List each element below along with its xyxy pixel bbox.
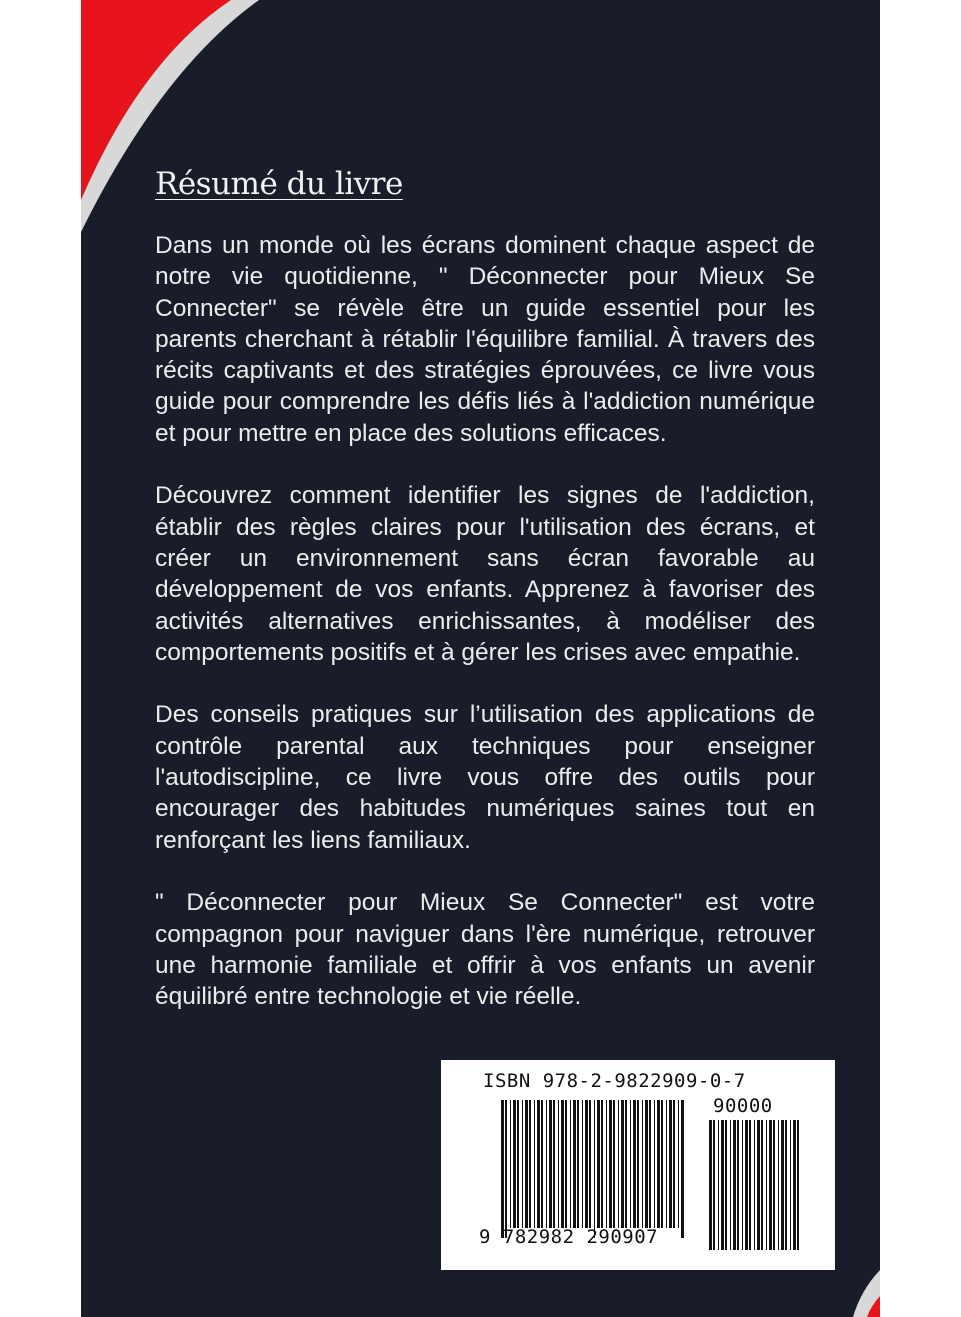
barcode-bar [585, 1100, 588, 1228]
barcode-bar [725, 1120, 727, 1250]
barcode-bar [541, 1100, 543, 1228]
barcode-bar [534, 1100, 535, 1228]
barcode-bar [757, 1120, 760, 1250]
barcode-bar [678, 1100, 679, 1228]
barcode-bar [769, 1120, 772, 1250]
barcode-bar [781, 1120, 784, 1250]
barcode-bar [606, 1100, 607, 1228]
barcode-bar [790, 1120, 791, 1250]
barcode-bar [745, 1120, 748, 1250]
price-addon-label: 90000 [713, 1095, 773, 1117]
barcode-bar [577, 1100, 579, 1228]
barcode-bar [749, 1120, 751, 1250]
barcode-bar [669, 1100, 672, 1228]
barcode-bar [597, 1100, 600, 1228]
barcode-bar [721, 1120, 724, 1250]
barcode-bar [501, 1100, 504, 1238]
barcode-bar [785, 1120, 787, 1250]
barcode-bar [797, 1120, 799, 1250]
barcode-bar [649, 1100, 651, 1228]
barcode-bar [589, 1100, 591, 1228]
barcode-bar [609, 1100, 612, 1228]
barcode-bar [565, 1100, 567, 1228]
barcode-bar [522, 1100, 523, 1228]
barcode-bar [558, 1100, 559, 1228]
barcode-bar [718, 1120, 719, 1250]
barcode-bar [754, 1120, 755, 1250]
barcode-bar [742, 1120, 743, 1250]
barcode-bar [778, 1120, 779, 1250]
barcode-bar [625, 1100, 627, 1228]
barcode-bar [553, 1100, 555, 1228]
barcode-bar [673, 1100, 675, 1228]
barcode-bar [730, 1120, 731, 1250]
barcode-bar [657, 1100, 660, 1228]
barcode-bar [525, 1100, 528, 1228]
barcode-bar [621, 1100, 624, 1228]
barcode-bar [761, 1120, 763, 1250]
barcode-bar [546, 1100, 547, 1228]
barcode-bar [618, 1100, 619, 1228]
back-cover [81, 0, 880, 1317]
barcode-bar [773, 1120, 775, 1250]
barcode-bar [537, 1100, 540, 1228]
barcode-bar [654, 1100, 655, 1228]
isbn-label: ISBN 978-2-9822909-0-7 [483, 1070, 746, 1092]
barcode-bar [513, 1100, 516, 1228]
barcode-bar [505, 1100, 507, 1238]
barcode-bar [601, 1100, 603, 1228]
summary-paragraph-3: Des conseils pratiques sur l’utilisation des applications de contrôle parental aux techniques pour enseigner l'autodiscipline, ce livre vous offre des outils pour encourager des habitudes numériques saines tout en renforçant les liens familiaux. [155, 701, 815, 854]
barcode-bar [661, 1100, 663, 1228]
barcode-bar [582, 1100, 583, 1228]
barcode-bar [633, 1100, 636, 1228]
barcode-bar [666, 1100, 667, 1228]
barcode-bar [630, 1100, 631, 1228]
barcode-bar [645, 1100, 648, 1228]
barcode-bar [570, 1100, 571, 1228]
barcode-bar [642, 1100, 643, 1228]
barcode-bar [793, 1120, 796, 1250]
barcode-bar [637, 1100, 639, 1228]
ean-digits: 9 782982 290907 [479, 1226, 659, 1248]
barcode-bar [594, 1100, 595, 1238]
summary-paragraph-4: " Déconnecter pour Mieux Se Connecter" est votre compagnon pour naviguer dans l'ère numérique, retrouver une harmonie familiale et offrir à vos enfants un avenir équilibré entre technologie et vie réelle. [155, 889, 815, 1011]
barcode-bar [573, 1100, 576, 1228]
isbn-barcode [441, 1060, 835, 1270]
summary-paragraph-1: Dans un monde où les écrans dominent chaque aspect de notre vie quotidienne, " Déconnecter pour Mieux Se Connecter" se révèle être un guide essentiel pour les parents cherchant à rétablir l'équilibre familial. À travers des récits captivants et des stratégies éprouvées, ce livre vous guide pour comprendre les défis liés à l'addiction numérique et pour mettre en place des solutions efficaces. [155, 232, 815, 447]
barcode-bar [766, 1120, 767, 1250]
barcode-bar [517, 1100, 519, 1228]
summary-body [155, 230, 815, 1044]
barcode-bar [713, 1120, 715, 1250]
barcode-bar [510, 1100, 511, 1228]
barcode-bar [709, 1120, 712, 1250]
summary-paragraph-2: Découvrez comment identifier les signes de l'addiction, établir des règles claires pour l'utilisation des écrans, et créer un environnement sans écran favorable au développement de vos enfants. Apprenez à favoriser des activités alternatives enrichissantes, à modéliser des comportements positifs et à gérer les crises avec empathie. [155, 482, 815, 666]
barcode-bar [549, 1100, 552, 1228]
summary-heading: Résumé du livre [155, 166, 403, 202]
barcode-bar [613, 1100, 615, 1228]
barcode-bar [681, 1100, 684, 1238]
barcode-bar [529, 1100, 531, 1228]
barcode-bar [561, 1100, 564, 1228]
barcode-bar [737, 1120, 739, 1250]
barcode-bar [733, 1120, 736, 1250]
